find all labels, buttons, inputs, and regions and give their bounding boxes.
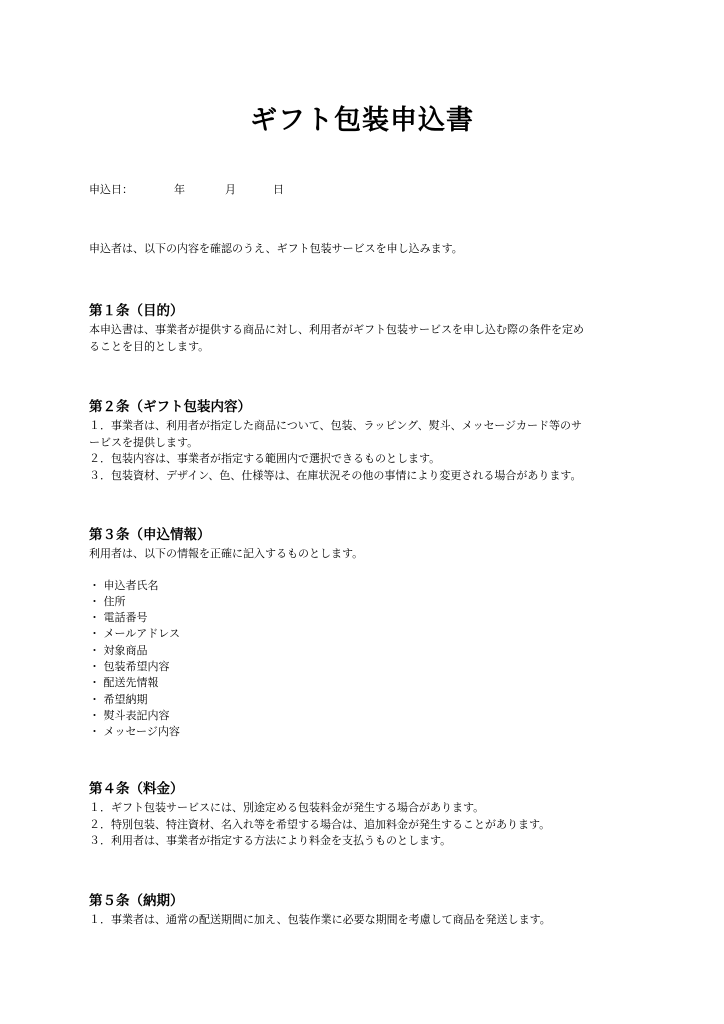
article-2-line-4: ３．包装資材、デザイン、色、仕様等は、在庫状況その他の事情により変更される場合があります。 bbox=[89, 468, 582, 482]
article-4-line-3: ３．利用者は、事業者が指定する方法により料金を支払うものとします。 bbox=[89, 834, 452, 848]
date-year-label: 年 bbox=[174, 183, 185, 196]
article-1-line-2: ることを目的とします。 bbox=[89, 339, 210, 353]
article-4 bbox=[89, 780, 649, 850]
date-month-label: 月 bbox=[225, 183, 236, 196]
article-5 bbox=[89, 892, 649, 929]
list-item: ・ 住所 bbox=[89, 594, 126, 608]
list-item: ・ メールアドレス bbox=[89, 627, 180, 641]
list-item: ・ 配送先情報 bbox=[89, 676, 159, 690]
application-info-list bbox=[89, 578, 649, 741]
article-2-line-3: ２．包装内容は、事業者が指定する範囲内で選択できるものとします。 bbox=[89, 452, 441, 466]
list-item: ・ 対象商品 bbox=[89, 643, 148, 657]
article-3 bbox=[89, 526, 649, 741]
article-1 bbox=[89, 302, 649, 355]
list-item: ・ 熨斗表記内容 bbox=[89, 708, 170, 722]
list-item: ・ 希望納期 bbox=[89, 692, 148, 706]
article-5-heading: 第５条（納期） bbox=[89, 893, 184, 909]
article-4-line-2: ２．特別包装、特注資材、名入れ等を希望する場合は、追加料金が発生することがあります。 bbox=[89, 817, 551, 831]
list-item: ・ 申込者氏名 bbox=[89, 578, 159, 592]
date-day-label: 日 bbox=[273, 183, 284, 196]
date-label: 申込日： bbox=[89, 183, 133, 196]
list-item: ・ 包装希望内容 bbox=[89, 660, 170, 674]
document-title: ギフト包装申込書 bbox=[250, 105, 474, 136]
article-3-heading: 第３条（申込情報） bbox=[89, 527, 211, 543]
list-item: ・ 電話番号 bbox=[89, 611, 148, 625]
article-1-heading: 第１条（目的） bbox=[89, 303, 184, 319]
article-1-line-1: 本申込書は、事業者が提供する商品に対し、利用者がギフト包装サービスを申し込む際の条件を定め bbox=[89, 323, 584, 336]
article-5-line-1: １．事業者は、通常の配送期間に加え、包装作業に必要な期間を考慮して商品を発送します。 bbox=[89, 913, 551, 926]
intro-text: 申込者は、以下の内容を確認のうえ、ギフト包装サービスを申し込みます。 bbox=[89, 242, 463, 255]
article-3-line-1: 利用者は、以下の情報を正確に記入するものとします。 bbox=[89, 547, 364, 560]
article-2-line-2: ービスを提供します。 bbox=[89, 435, 199, 449]
list-item: ・ メッセージ内容 bbox=[89, 725, 180, 739]
article-2 bbox=[89, 398, 649, 484]
article-4-heading: 第４条（料金） bbox=[89, 781, 184, 797]
article-2-line-1: １．事業者は、利用者が指定した商品について、包装、ラッピング、熨斗、メッセージカード等のサ bbox=[89, 419, 583, 432]
article-2-heading: 第２条（ギフト包装内容） bbox=[89, 399, 251, 415]
article-4-line-1: １．ギフト包装サービスには、別途定める包装料金が発生する場合があります。 bbox=[89, 801, 485, 814]
